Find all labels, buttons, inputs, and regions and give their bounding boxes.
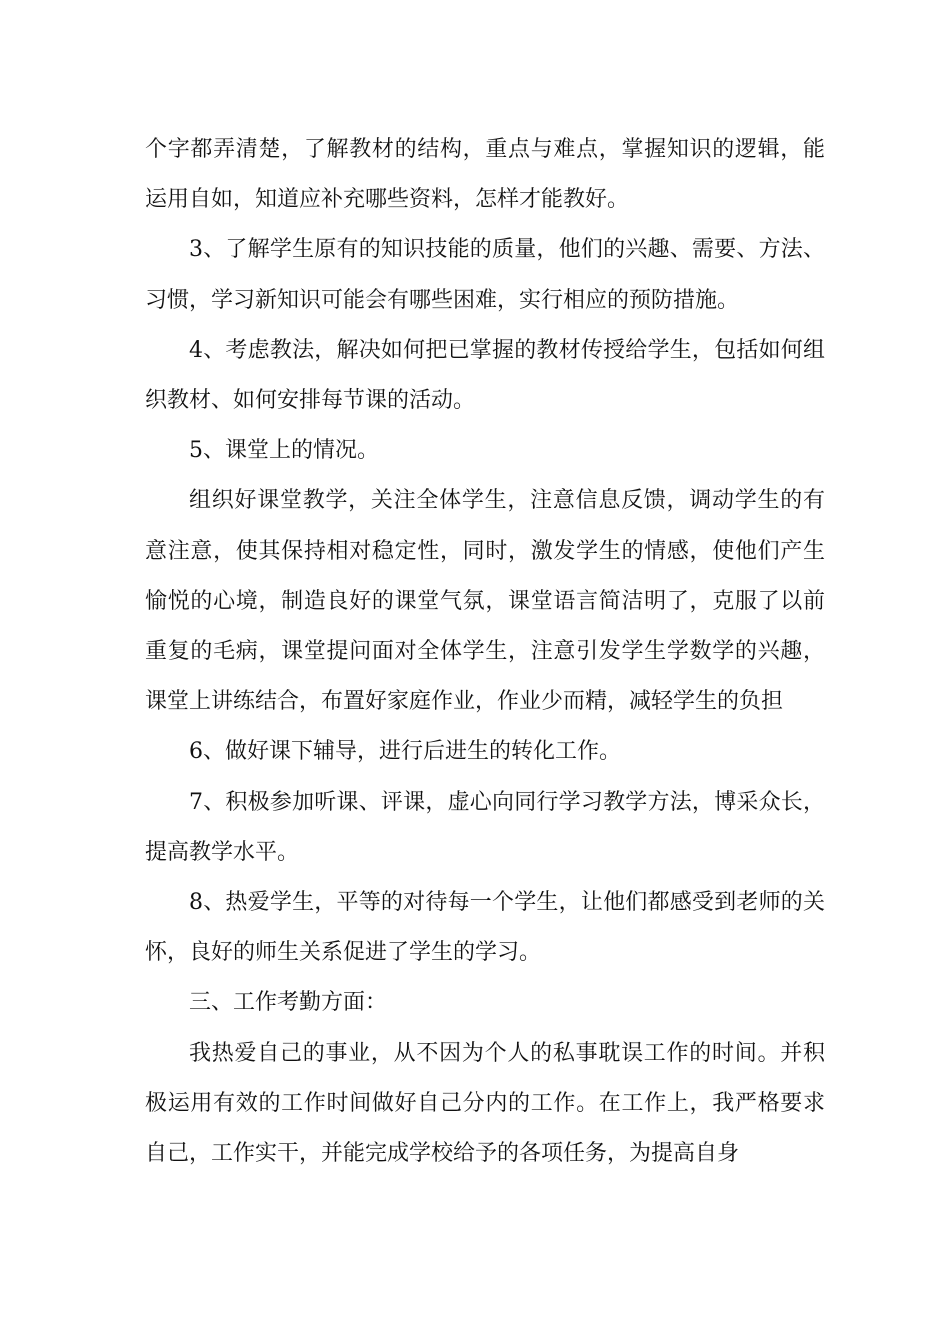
paragraph-continuation: 个字都弄清楚，了解教材的结构，重点与难点，掌握知识的逻辑，能运用自如，知道应补充哪些资料，怎样才能教好。 — [145, 137, 825, 213]
document-body — [145, 125, 825, 1179]
paragraph-attendance: 我热爱自己的事业，从不因为个人的私事耽误工作的时间。并积极运用有效的工作时间做好自己分内的工作。在工作上，我严格要求自己，工作实干，并能完成学校给予的各项任务，为提高自身 — [145, 1040, 825, 1167]
section-heading-attendance: 三、工作考勤方面： — [189, 990, 388, 1016]
paragraph-item-7: 7、积极参加听课、评课，虚心向同行学习教学方法，博采众长，提高教学水平。 — [145, 789, 825, 865]
paragraph-item-6: 6、做好课下辅导，进行后进生的转化工作。 — [189, 739, 621, 765]
paragraph-item-5: 5、课堂上的情况。 — [189, 438, 379, 464]
paragraph-item-8: 8、热爱学生，平等的对待每一个学生，让他们都感受到老师的关怀，良好的师生关系促进了学生的学习。 — [145, 890, 825, 966]
paragraph-item-4: 4、考虑教法，解决如何把已掌握的教材传授给学生，包括如何组织教材、如何安排每节课的活动。 — [145, 337, 825, 414]
paragraph-item-3: 3、了解学生原有的知识技能的质量，他们的兴趣、需要、方法、习惯，学习新知识可能会有哪些困难，实行相应的预防措施。 — [145, 237, 825, 313]
paragraph-classroom-details: 组织好课堂教学，关注全体学生，注意信息反馈，调动学生的有意注意，使其保持相对稳定性，同时，激发学生的情感，使他们产生愉悦的心境，制造良好的课堂气氛，课堂语言简洁明了，克服了以前重复的毛病，课堂提问面对全体学生，注意引发学生学数学的兴趣，课堂上讲练结合，布置好家庭作业，作业少而精，减轻学生的负担 — [145, 488, 825, 715]
